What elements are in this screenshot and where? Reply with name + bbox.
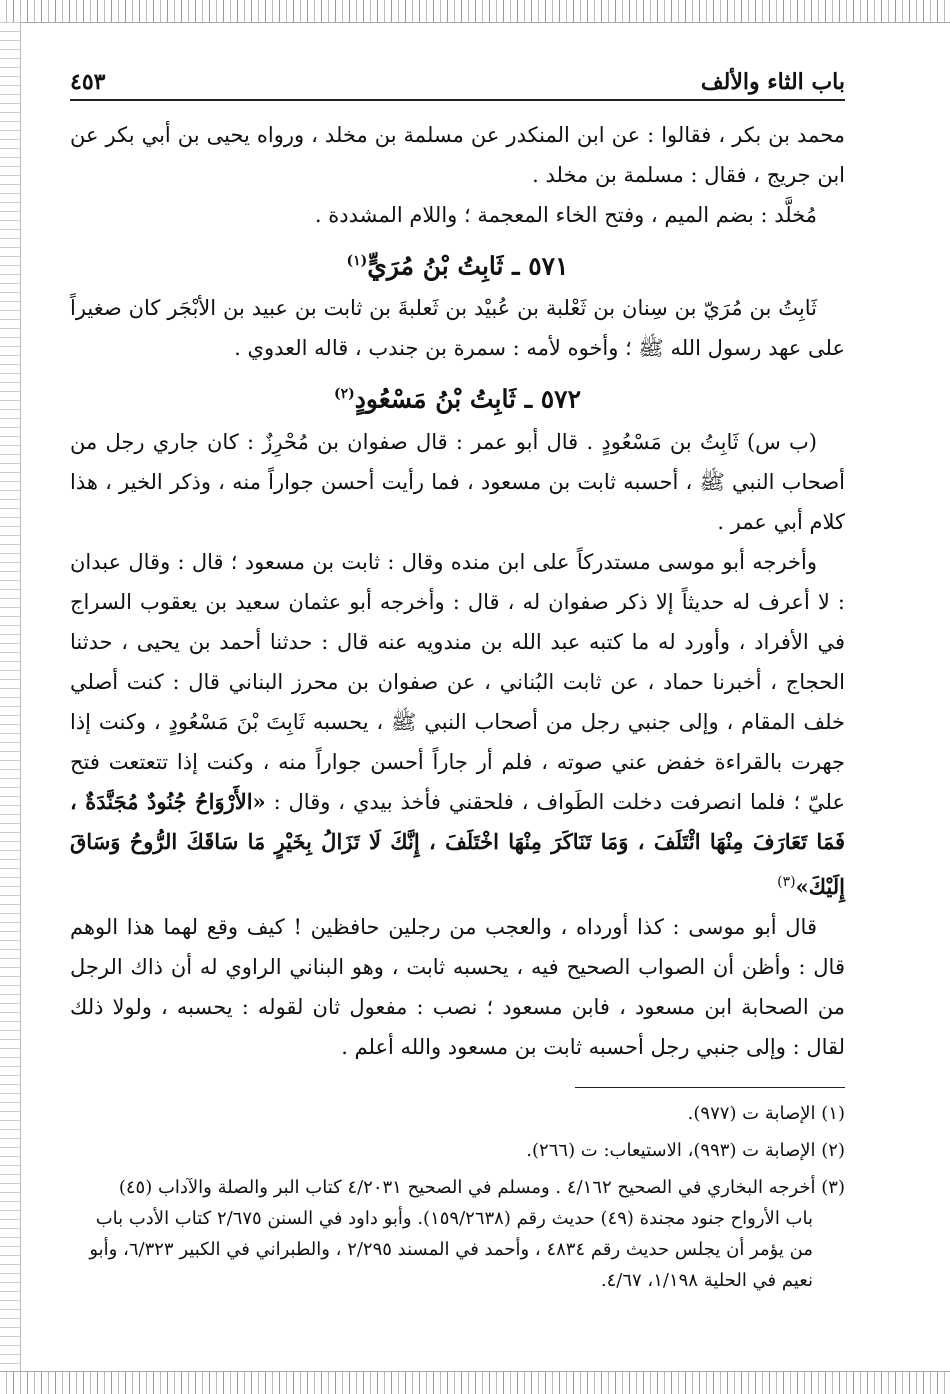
entry-heading-571-text: ٥٧١ ـ ثَابِتُ بْنُ مُرَيٍّ [367,251,569,281]
page-number: ٤٥٣ [70,69,106,95]
footnote-3-line-2: باب الأرواح جنود مجندة (٤٩) حديث رقم (١٥٩/٢٦٣٨). وأبو داود في السنن ٢/٦٧٥ كتاب الأدب باب من يؤمر أن يجلس حديث رقم ٤٨٣٤ ، وأحمد في المسند ٢/٢٩٥ ، والطبراني في الكبير ٦/٣٢٣، وأبو نعيم في الحلية ١/١٩٨، ٤/٦٧. [89,1207,813,1291]
footnote-ref-2: (٢) [333,386,355,403]
paragraph-2: مُخلَّد : بضم الميم ، وفتح الخاء المعجمة ؛ واللام المشددة . [314,203,817,227]
book-page [70,55,845,1296]
paragraph-3: ثَابِتُ بن مُرَيّ بن سِنان بن ثَعْلبة بن عُبيْد بن ثَعلبةَ بن ثابت بن عبيد بن الأبْجَر كان صغيراً على عهد رسول الله ﷺ ؛ وأخوه لأمه : سمرة بن جندب ، قاله العدوي . [70,296,845,361]
bottom-ornament-border [0,1371,950,1394]
footnote-ref-1: (١) [346,253,368,269]
entry-heading-571 [70,239,845,288]
footnote-3-line-1: (٣) أخرجه البخاري في الصحيح ٤/١٦٢ . ومسلم في الصحيح ٤/٢٠٣١ كتاب البر والصلة والآداب (٤٥) [118,1176,845,1198]
paragraph-4: (ب س) ثَابِتُ بن مَسْعُودٍ . قال أبو عمر : قال صفوان بن مُحْرِزٌ : كان جاري رجل من أصحاب النبي ﷺ ، أحسبه ثابت بن مسعود ، فما رأيت أحسن جواراً منه ، وذكر الخير ، هذا كلام أبي عمر . [70,429,845,534]
chapter-title: باب الثاء والألف [700,69,845,95]
footnote-separator [575,1087,845,1088]
footnote-2: (٢) الإصابة ت (٩٩٣)، الاستيعاب: ت (٢٦٦). [526,1139,845,1161]
entry-heading-572 [70,372,845,421]
paragraph-1: محمد بن بكر ، فقالوا : عن ابن المنكدر عن مسلمة بن مخلد ، ورواه يحيى بن أبي بكر عن ابن جريج ، فقال : مسلمة بن مخلد . [70,123,845,187]
footnote-ref-3: (٣) [777,873,796,890]
footnote-1: (١) الإصابة ت (٩٧٧). [687,1102,845,1124]
left-page-edge [0,22,21,1372]
hadith-quote: «الأَرْوَاحُ جُنُودٌ مُجَنَّدَةٌ ، فَمَا تَعَارَفَ مِنْهَا ائْتَلَفَ ، وَمَا تَنَاكَرَ مِنْهَا اخْتَلَفَ ، إِنَّكَ لَا تَزَالُ بِخَيْرٍ مَا سَاقَكَ الرُّوحُ وَسَاقَ إِلَيْكَ» [70,788,845,899]
paragraph-5 [70,542,845,907]
entry-heading-572-text: ٥٧٢ ـ ثَابِتُ بْنُ مَسْعُودٍ [354,384,582,414]
running-head [70,55,845,101]
paragraph-5-text: وأخرجه أبو موسى مستدركاً على ابن منده وقال : ثابت بن مسعود ؛ قال : وقال عبدان : لا أعرف له حديثاً إلا ذكر صفوان له ، قال : وأخرجه أبو عثمان سعيد بن يعقوب السراج في الأفراد ، وأورد له ما كتبه عبد الله بن مندويه عنه قال : حدثنا أحمد بن يحيى ، حدثنا الحجاج ، أخبرنا حماد ، عن ثابت البُناني ، عن صفوان بن محرز البناني قال : كنت أصلي خلف المقام ، وإلى جنبي رجل من أصحاب النبي ﷺ ، يحسبه ثَابِتَ بْنَ مَسْعُودٍ ، وكنت إذا جهرت بالقراءة خفض عني صوته ، فلم أر جاراً أحسن جواراً منه ، وكنت إذا تتعتعت فتح عليّ ؛ فلما انصرفت دخلت الطَواف ، فلحقني فأخذ بيدي ، وقال : [70,549,845,814]
footnotes [70,1098,845,1296]
top-ornament-border [0,0,950,23]
main-text [70,115,845,1067]
paragraph-6: قال أبو موسى : كذا أورداه ، والعجب من رجلين حافظين ! كيف وقع لهما هذا الوهم قال : وأظن أن الصواب الصحيح فيه ، يحسبه ثابت ، وهو البناني الراوي له أن ذاك الرجل من الصحابة ابن مسعود ، فابن مسعود ؛ نصب : مفعول ثان لقوله : يحسبه ، ولولا ذلك لقال : وإلى جنبي رجل أحسبه ثابت بن مسعود والله أعلم . [70,914,845,1059]
